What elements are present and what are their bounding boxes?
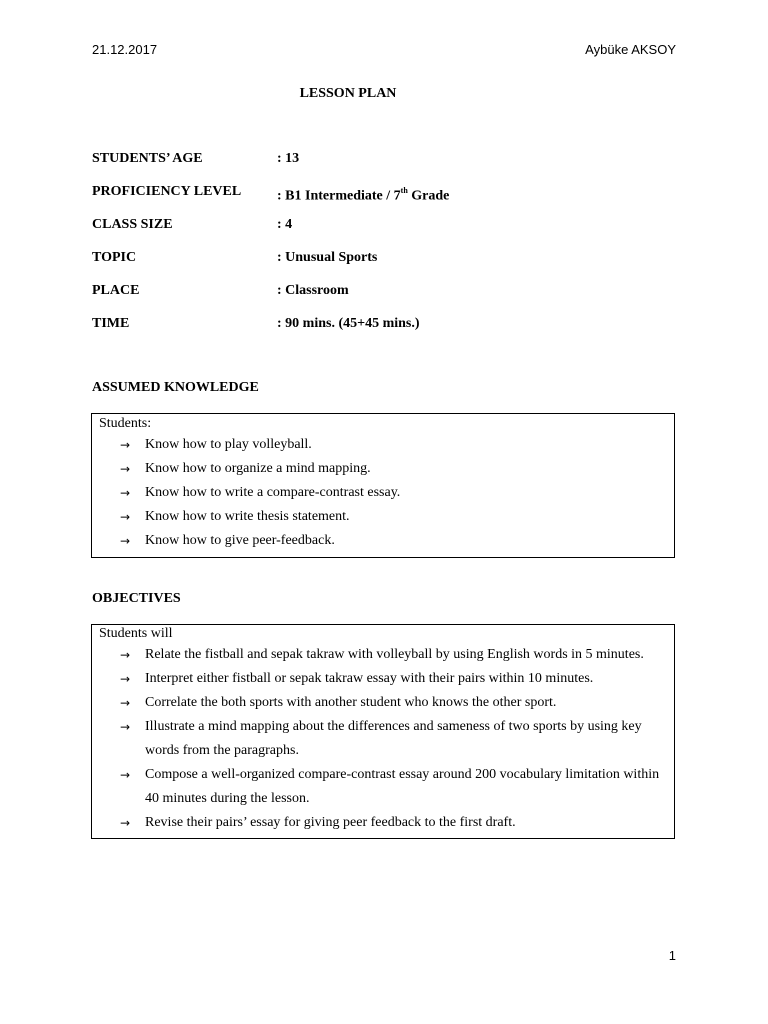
- list-item: → Illustrate a mind mapping about the differences and sameness of two sports by using key words from the paragraphs.: [92, 715, 674, 763]
- arrow-right-icon: →: [120, 672, 131, 686]
- page-number: 1: [668, 948, 676, 963]
- arrow-right-icon: →: [120, 438, 131, 452]
- info-row-class-size: [92, 216, 692, 249]
- info-row-topic: [92, 249, 692, 282]
- info-row-time: [92, 315, 692, 348]
- info-label: STUDENTS’ AGE: [92, 151, 203, 166]
- arrow-right-icon: →: [120, 768, 131, 782]
- list-item: → Know how to play volleyball.: [92, 433, 674, 457]
- assumed-knowledge-list: [92, 433, 674, 553]
- list-item: → Know how to organize a mind mapping.: [92, 457, 674, 481]
- info-label: TOPIC: [92, 250, 137, 265]
- list-item: → Know how to write a compare-contrast essay.: [92, 481, 674, 505]
- assumed-knowledge-box: [91, 413, 675, 558]
- box-intro: Students:: [99, 416, 152, 431]
- assumed-knowledge-heading: ASSUMED KNOWLEDGE: [92, 380, 259, 395]
- list-item: → Revise their pairs’ essay for giving peer feedback to the first draft.: [92, 811, 674, 835]
- info-value: : 4: [277, 217, 293, 232]
- info-value: : Classroom: [277, 283, 349, 298]
- header-date: 21.12.2017: [92, 42, 158, 57]
- header-author: Aybüke AKSOY: [585, 42, 676, 57]
- list-item: → Know how to give peer-feedback.: [92, 529, 674, 553]
- arrow-right-icon: →: [120, 816, 131, 830]
- info-value: : 13: [277, 151, 300, 166]
- info-row-place: [92, 282, 692, 315]
- objectives-heading: OBJECTIVES: [92, 591, 181, 606]
- list-item: → Compose a well-organized compare-contrast essay around 200 vocabulary limitation within 40 minutes during the lesson.: [92, 763, 674, 811]
- list-item: → Relate the fistball and sepak takraw with volleyball by using English words in 5 minutes.: [92, 643, 674, 667]
- objectives-list: [92, 643, 674, 835]
- info-value: : Unusual Sports: [277, 250, 378, 265]
- info-label: TIME: [92, 316, 130, 331]
- info-value: : 90 mins. (45+45 mins.): [277, 316, 420, 331]
- objectives-box: [91, 624, 675, 839]
- info-value: : B1 Intermediate / 7th Grade: [277, 186, 450, 204]
- arrow-right-icon: →: [120, 534, 131, 548]
- lesson-info-table: [92, 150, 692, 348]
- list-item: → Interpret either fistball or sepak takraw essay with their pairs within 10 minutes.: [92, 667, 674, 691]
- box-intro: Students will: [99, 626, 173, 641]
- arrow-right-icon: →: [120, 696, 131, 710]
- info-row-level: [92, 183, 692, 216]
- info-label: CLASS SIZE: [92, 217, 173, 232]
- arrow-right-icon: →: [120, 486, 131, 500]
- arrow-right-icon: →: [120, 648, 131, 662]
- list-item: → Know how to write thesis statement.: [92, 505, 674, 529]
- info-row-age: [92, 150, 692, 183]
- arrow-right-icon: →: [120, 720, 131, 734]
- arrow-right-icon: →: [120, 462, 131, 476]
- info-label: PLACE: [92, 283, 140, 298]
- list-item: → Correlate the both sports with another student who knows the other sport.: [92, 691, 674, 715]
- info-label: PROFICIENCY LEVEL: [92, 184, 242, 199]
- document-title: LESSON PLAN: [299, 86, 397, 101]
- arrow-right-icon: →: [120, 510, 131, 524]
